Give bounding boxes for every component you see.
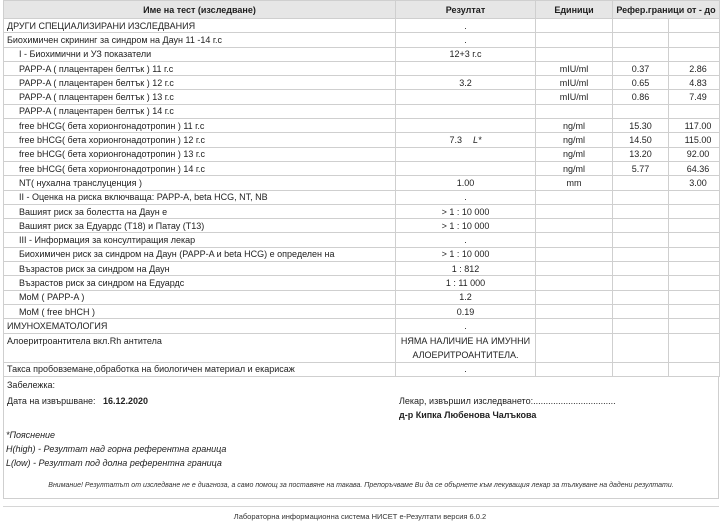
table-row [4,304,720,318]
low-flag: L* [473,135,482,146]
units-value [536,319,613,333]
result-value: . [396,190,536,204]
test-name: MoM ( free bHCH ) [4,304,396,318]
ref-to-value: 117.00 [669,119,720,133]
test-name: PAPP-A ( плацентарен белтък ) 13 г.с [4,90,396,104]
table-row [4,362,720,376]
ref-from-value [613,319,669,333]
units-value [536,290,613,304]
ref-to-value [669,19,720,33]
result-value: 1 : 11 000 [396,276,536,290]
units-value [536,247,613,261]
ref-from-value [613,19,669,33]
ref-from-value [613,362,669,376]
table-header [4,1,720,19]
test-name: PAPP-A ( плацентарен белтък ) 11 г.с [4,61,396,75]
ref-from-value [613,47,669,61]
test-name: Такса пробовземане,обработка на биологичен материал и екарисаж [4,362,396,376]
ref-from-value [613,290,669,304]
result-value [396,119,536,133]
result-value [396,147,536,161]
result-value: НЯМА НАЛИЧИЕ НА ИМУННИ АЛОЕРИТРОАНТИТЕЛА. [396,333,536,362]
table-row [4,333,720,362]
test-name: MoM ( PAPP-A ) [4,290,396,304]
ref-to-value [669,233,720,247]
table-row [4,76,720,90]
ref-from-value [613,333,669,362]
result-value: 1.00 [396,176,536,190]
ref-to-value: 7.49 [669,90,720,104]
table-row [4,219,720,233]
table-row [4,262,720,276]
ref-from-value: 14.50 [613,133,669,147]
table-row [4,61,720,75]
table-row [4,19,720,33]
units-value [536,276,613,290]
ref-from-value [613,304,669,318]
ref-from-value [613,262,669,276]
result-value [396,133,536,147]
test-name: Възрастов риск за синдром на Едуардс [4,276,396,290]
result-header: Резултат [396,1,536,19]
footer-system-info: Лабораторна информационна система НИСЕТ е-Резултати версия 6.0.2 [233,512,487,521]
ref-from-value: 5.77 [613,161,669,175]
units-value [536,47,613,61]
table-row [4,319,720,333]
test-name: PAPP-A ( плацентарен белтък ) 12 г.с [4,76,396,90]
ref-to-value [669,276,720,290]
units-value: ng/ml [536,119,613,133]
reference-range-header: Рефер.граници от - до [613,1,720,19]
notes-section [3,377,719,499]
table-body [4,19,720,377]
ref-from-value [613,190,669,204]
units-value: ng/ml [536,133,613,147]
ref-to-value [669,47,720,61]
result-number: 7.3 [449,135,462,146]
test-name: Биохимичен скрининг за синдром на Даун 11 -14 г.с [4,33,396,47]
ref-to-value [669,290,720,304]
result-value: > 1 : 10 000 [396,247,536,261]
result-value: . [396,319,536,333]
result-value: > 1 : 10 000 [396,204,536,218]
test-name: II - Оценка на риска включваща: PAPP-A, beta HCG, NT, NB [4,190,396,204]
units-value [536,204,613,218]
units-value: ng/ml [536,161,613,175]
units-value [536,304,613,318]
ref-to-value: 4.83 [669,76,720,90]
result-value: > 1 : 10 000 [396,219,536,233]
table-row [4,176,720,190]
result-value: . [396,33,536,47]
test-name: Вашият риск за Едуардс (T18) и Патау (T13) [4,219,396,233]
ref-from-value: 13.20 [613,147,669,161]
units-header: Единици [536,1,613,19]
ref-from-value [613,104,669,118]
test-name: Вашият риск за болестта на Даун е [4,204,396,218]
doctor-name: д-р Кипка Любенова Чалъкова [399,409,537,420]
ref-from-value [613,276,669,290]
table-row [4,290,720,304]
table-row [4,119,720,133]
result-value [396,161,536,175]
units-value [536,362,613,376]
ref-from-value [613,176,669,190]
units-value [536,104,613,118]
result-value [396,104,536,118]
ref-from-value: 0.37 [613,61,669,75]
ref-from-value [613,233,669,247]
ref-to-value [669,190,720,204]
units-value [536,233,613,247]
date-label: Дата на извършване: [7,395,96,406]
result-value: . [396,19,536,33]
table-row [4,104,720,118]
table-row [4,133,720,147]
ref-to-value [669,104,720,118]
results-table [3,0,720,377]
result-value: 1 : 812 [396,262,536,276]
ref-to-value: 64.36 [669,161,720,175]
ref-to-value [669,247,720,261]
ref-from-value [613,33,669,47]
table-row [4,276,720,290]
test-name: free bHCG( бета хорионгонадотропин ) 13 г.с [4,147,396,161]
table-row [4,33,720,47]
ref-to-value [669,219,720,233]
ref-to-value [669,33,720,47]
result-value: . [396,233,536,247]
table-row [4,161,720,175]
table-row [4,233,720,247]
result-value [396,90,536,104]
ref-to-value: 2.86 [669,61,720,75]
test-name: PAPP-A ( плацентарен белтък ) 14 г.с [4,104,396,118]
test-name: free bHCG( бета хорионгонадотропин ) 12 г.с [4,133,396,147]
ref-to-value: 115.00 [669,133,720,147]
table-row [4,247,720,261]
result-value: 0.19 [396,304,536,318]
units-value [536,262,613,276]
ref-to-value: 92.00 [669,147,720,161]
units-value: ng/ml [536,147,613,161]
test-name: free bHCG( бета хорионгонадотропин ) 11 г.с [4,119,396,133]
section-title: ДРУГИ СПЕЦИАЛИЗИРАНИ ИЗСЛЕДВАНИЯ [4,19,396,33]
units-value [536,333,613,362]
units-value [536,190,613,204]
ref-from-value [613,219,669,233]
test-name: III - Информация за консултиращия лекар [4,233,396,247]
disclaimer-warning: Внимание! Резултатът от изследване не е диагноза, а само помощ за поставяне на такава. Препоръчваме Ви да се обърнете към лекуващия лекар за тълкуване на дадени резултати. [48,481,674,489]
footer-divider [3,506,719,507]
ref-from-value: 0.86 [613,90,669,104]
units-value [536,19,613,33]
legend-low: L(low) - Резултат под долна референтна граница [6,457,222,468]
units-value [536,219,613,233]
section-title: ИМУНОХЕМАТОЛОГИЯ [4,319,396,333]
ref-from-value [613,204,669,218]
legend-high: H(high) - Резултат над горна референтна граница [6,443,227,454]
table-row [4,47,720,61]
table-row [4,204,720,218]
result-value: 12+3 г.с [396,47,536,61]
ref-to-value [669,333,720,362]
legend-title: *Пояснение [6,429,56,440]
units-value: mIU/ml [536,61,613,75]
result-value [396,61,536,75]
remark-label: Забележка: [7,379,56,390]
units-value: mIU/ml [536,76,613,90]
result-value: 3.2 [396,76,536,90]
table-row [4,147,720,161]
units-value [536,33,613,47]
units-value: mm [536,176,613,190]
ref-to-value [669,204,720,218]
table-row [4,190,720,204]
result-value: . [396,362,536,376]
lab-report [3,0,719,499]
date-value: 16.12.2020 [103,395,149,406]
ref-from-value: 0.65 [613,76,669,90]
test-name: free bHCG( бета хорионгонадотропин ) 14 г.с [4,161,396,175]
ref-to-value: 3.00 [669,176,720,190]
units-value: mIU/ml [536,90,613,104]
test-name: NT( нухална транслуценция ) [4,176,396,190]
header-row [4,1,720,19]
ref-to-value [669,319,720,333]
table-row [4,90,720,104]
ref-to-value [669,262,720,276]
doctor-label: Лекар, извършил изследването:................................. [399,395,616,406]
ref-from-value: 15.30 [613,119,669,133]
test-name: Възрастов риск за синдром на Даун [4,262,396,276]
ref-to-value [669,304,720,318]
ref-to-value [669,362,720,376]
test-name-header: Име на тест (изследване) [4,1,396,19]
ref-from-value [613,247,669,261]
test-name: I - Биохимични и УЗ показатели [4,47,396,61]
result-value: 1.2 [396,290,536,304]
test-name: Алоеритроантитела вкл.Rh антитела [4,333,396,362]
test-name: Биохимичен риск за синдром на Даун (PAPP-A и beta HCG) е определен на [4,247,396,261]
